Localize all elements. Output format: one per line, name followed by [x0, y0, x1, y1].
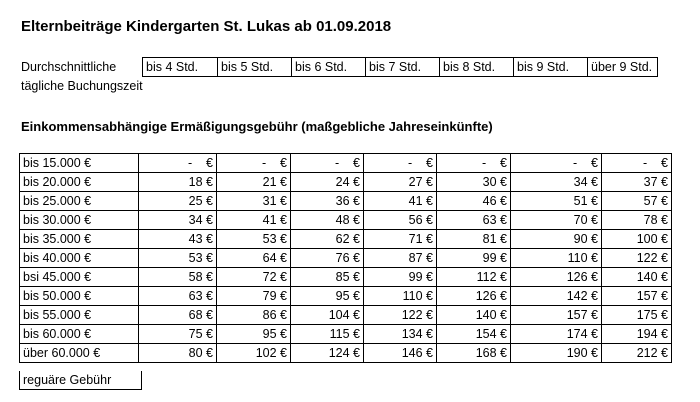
fee-value-cell: 24 €: [291, 173, 364, 192]
fee-value-cell: 62 €: [291, 230, 364, 249]
fee-row: [20, 230, 672, 249]
fee-value-cell: 80 €: [139, 344, 217, 363]
fee-value-cell: 57 €: [602, 192, 672, 211]
fee-value-cell: 99 €: [437, 249, 511, 268]
fee-value-cell: 81 €: [437, 230, 511, 249]
fee-value-cell: 58 €: [139, 268, 217, 287]
fee-row: [20, 192, 672, 211]
fee-value-cell: 25 €: [139, 192, 217, 211]
fee-value-cell: 174 €: [511, 325, 602, 344]
fee-value-cell: 122 €: [602, 249, 672, 268]
fee-value-cell: 194 €: [602, 325, 672, 344]
fee-value-cell: 157 €: [602, 287, 672, 306]
hours-cell: über 9 Std.: [588, 58, 658, 77]
fee-value-cell: - €: [217, 154, 291, 173]
fee-row: [20, 306, 672, 325]
fee-value-cell: 70 €: [511, 211, 602, 230]
fee-row: [20, 268, 672, 287]
fee-value-cell: 41 €: [364, 192, 437, 211]
fee-value-cell: 112 €: [437, 268, 511, 287]
fee-value-cell: 100 €: [602, 230, 672, 249]
fee-value-cell: 124 €: [291, 344, 364, 363]
fee-value-cell: 41 €: [217, 211, 291, 230]
hours-cell: bis 7 Std.: [366, 58, 440, 77]
fee-value-cell: 34 €: [511, 173, 602, 192]
income-bracket-cell: bis 20.000 €: [20, 173, 139, 192]
page-title: Elternbeiträge Kindergarten St. Lukas ab 01.09.2018: [21, 18, 392, 35]
fee-value-cell: 53 €: [139, 249, 217, 268]
fee-value-cell: 64 €: [217, 249, 291, 268]
fee-value-cell: 18 €: [139, 173, 217, 192]
fee-value-cell: 27 €: [364, 173, 437, 192]
hours-cell: bis 4 Std.: [143, 58, 218, 77]
fee-value-cell: 37 €: [602, 173, 672, 192]
fee-value-cell: - €: [602, 154, 672, 173]
fee-value-cell: - €: [364, 154, 437, 173]
fee-value-cell: 79 €: [217, 287, 291, 306]
fee-row: [20, 154, 672, 173]
income-bracket-cell: bis 55.000 €: [20, 306, 139, 325]
fee-value-cell: 175 €: [602, 306, 672, 325]
fee-value-cell: 157 €: [511, 306, 602, 325]
fee-value-cell: 140 €: [602, 268, 672, 287]
fee-value-cell: 110 €: [511, 249, 602, 268]
booking-hours-table: [142, 57, 658, 77]
fee-value-cell: 134 €: [364, 325, 437, 344]
income-bracket-cell: bis 15.000 €: [20, 154, 139, 173]
fee-value-cell: 140 €: [437, 306, 511, 325]
income-bracket-cell: bis 50.000 €: [20, 287, 139, 306]
hours-cell: bis 8 Std.: [440, 58, 514, 77]
booking-hours-row: [143, 58, 658, 77]
hours-cell: bis 6 Std.: [292, 58, 366, 77]
income-bracket-cell: über 60.000 €: [20, 344, 139, 363]
income-bracket-cell: bis 30.000 €: [20, 211, 139, 230]
fee-value-cell: 104 €: [291, 306, 364, 325]
fee-value-cell: 48 €: [291, 211, 364, 230]
fee-value-cell: 102 €: [217, 344, 291, 363]
fee-value-cell: 95 €: [217, 325, 291, 344]
fee-value-cell: 53 €: [217, 230, 291, 249]
income-bracket-cell: bis 40.000 €: [20, 249, 139, 268]
fee-value-cell: 115 €: [291, 325, 364, 344]
fee-value-cell: 190 €: [511, 344, 602, 363]
booking-time-label-line1: Durchschnittliche: [21, 60, 117, 74]
fee-value-cell: 154 €: [437, 325, 511, 344]
fee-value-cell: 72 €: [217, 268, 291, 287]
fee-value-cell: 168 €: [437, 344, 511, 363]
fee-value-cell: 43 €: [139, 230, 217, 249]
income-bracket-cell: bis 60.000 €: [20, 325, 139, 344]
fee-value-cell: 75 €: [139, 325, 217, 344]
fee-value-cell: 21 €: [217, 173, 291, 192]
income-bracket-cell: bsi 45.000 €: [20, 268, 139, 287]
fee-value-cell: 99 €: [364, 268, 437, 287]
fee-value-cell: - €: [139, 154, 217, 173]
fee-value-cell: 68 €: [139, 306, 217, 325]
fee-row: [20, 249, 672, 268]
fee-value-cell: 51 €: [511, 192, 602, 211]
fee-value-cell: 71 €: [364, 230, 437, 249]
income-bracket-cell: bis 25.000 €: [20, 192, 139, 211]
booking-time-label-line2: tägliche Buchungszeit: [21, 79, 143, 93]
fee-value-cell: 46 €: [437, 192, 511, 211]
fee-value-cell: 146 €: [364, 344, 437, 363]
fee-table: [19, 153, 672, 363]
fee-value-cell: 85 €: [291, 268, 364, 287]
fee-value-cell: 76 €: [291, 249, 364, 268]
fee-row: [20, 325, 672, 344]
fee-row: [20, 287, 672, 306]
fee-row: [20, 211, 672, 230]
fee-value-cell: 142 €: [511, 287, 602, 306]
income-bracket-cell: bis 35.000 €: [20, 230, 139, 249]
fee-value-cell: 78 €: [602, 211, 672, 230]
fee-value-cell: 126 €: [437, 287, 511, 306]
fee-value-cell: 63 €: [437, 211, 511, 230]
fee-row: [20, 344, 672, 363]
fee-value-cell: 95 €: [291, 287, 364, 306]
fee-value-cell: 90 €: [511, 230, 602, 249]
fee-value-cell: - €: [437, 154, 511, 173]
fee-value-cell: 34 €: [139, 211, 217, 230]
fee-row: [20, 173, 672, 192]
fee-value-cell: 56 €: [364, 211, 437, 230]
fee-value-cell: 63 €: [139, 287, 217, 306]
fee-value-cell: 212 €: [602, 344, 672, 363]
fee-value-cell: - €: [511, 154, 602, 173]
fee-value-cell: 30 €: [437, 173, 511, 192]
hours-cell: bis 9 Std.: [514, 58, 588, 77]
fee-value-cell: 86 €: [217, 306, 291, 325]
fee-value-cell: 110 €: [364, 287, 437, 306]
fee-value-cell: 122 €: [364, 306, 437, 325]
hours-cell: bis 5 Std.: [218, 58, 292, 77]
fee-value-cell: 87 €: [364, 249, 437, 268]
fee-value-cell: 126 €: [511, 268, 602, 287]
section-subtitle: Einkommensabhängige Ermäßigungsgebühr (maßgebliche Jahreseinkünfte): [21, 119, 493, 134]
regular-fee-label: reguäre Gebühr: [19, 371, 142, 390]
fee-value-cell: - €: [291, 154, 364, 173]
fee-value-cell: 36 €: [291, 192, 364, 211]
fee-value-cell: 31 €: [217, 192, 291, 211]
